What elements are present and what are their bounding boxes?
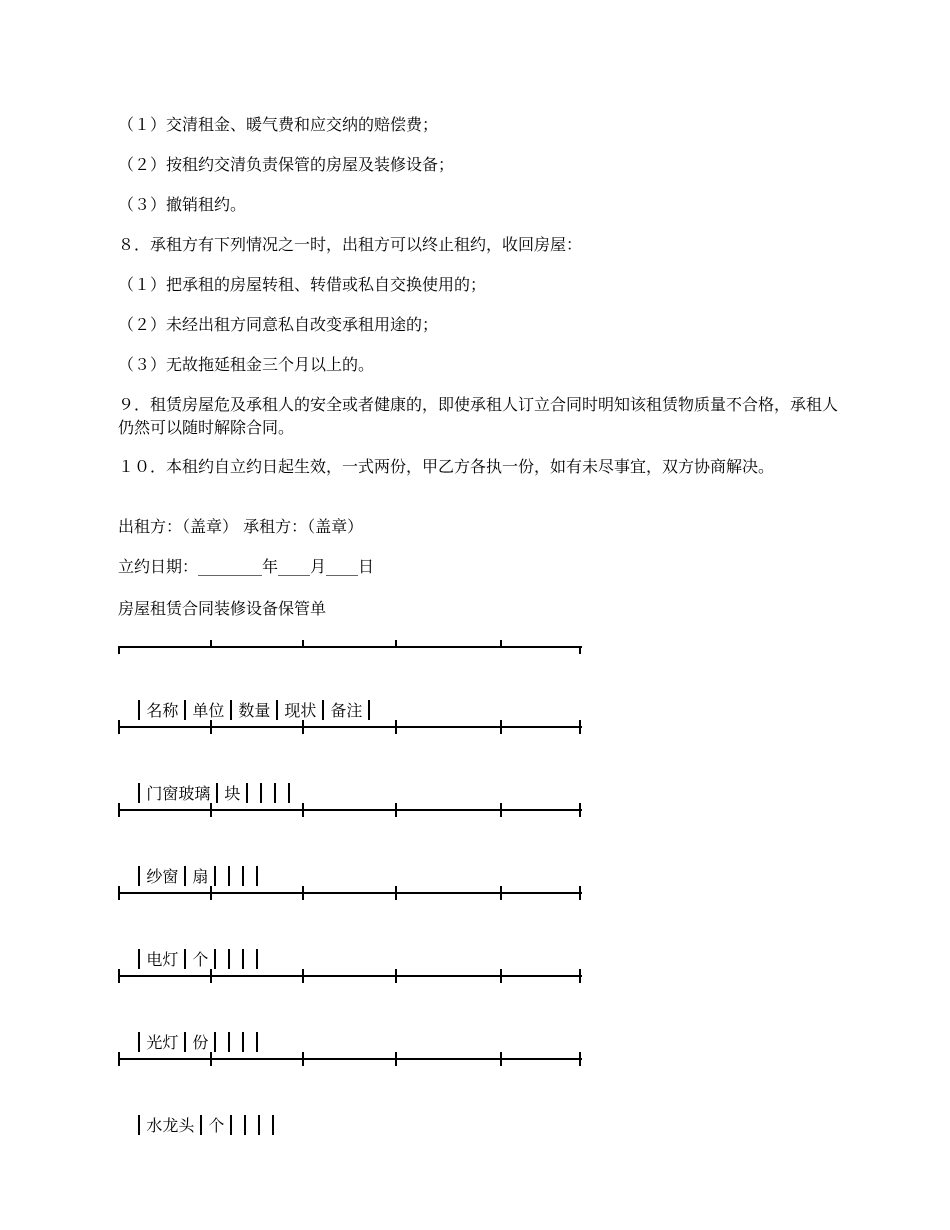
- row-unit: 块: [224, 784, 241, 803]
- row-name: 电灯: [146, 950, 179, 969]
- row-unit: 份: [192, 1033, 209, 1052]
- table-title: 房屋租赁合同装修设备保管单: [118, 599, 327, 618]
- table-row: [118, 925, 264, 994]
- table-row: [118, 842, 264, 911]
- table-divider: [118, 720, 582, 734]
- header-remarks: 备注: [330, 701, 363, 720]
- clause-item-3: （３）撤销租约。: [118, 195, 247, 214]
- row-unit: 扇: [192, 867, 209, 886]
- table-border-top: [118, 640, 582, 654]
- clause-8-item-1: （１）把承租的房屋转租、转借或私自交换使用的；: [118, 275, 487, 294]
- header-quantity: 数量: [238, 701, 271, 720]
- table-divider: [118, 803, 582, 817]
- row-unit: 个: [208, 1116, 225, 1135]
- header-condition: 现状: [284, 701, 317, 720]
- row-name: 光灯: [146, 1033, 179, 1052]
- clause-8-heading: ８．承租方有下列情况之一时，出租方可以终止租约，收回房屋：: [118, 235, 583, 254]
- row-name: 纱窗: [146, 867, 179, 886]
- clause-9: ９．租赁房屋危及承租人的安全或者健康的，即使承租人订立合同时明知该租赁物质量不合格，承租人仍然可以随时解除合同。: [118, 395, 839, 437]
- table-row: [118, 759, 296, 828]
- row-unit: 个: [192, 950, 209, 969]
- table-row: [118, 1091, 280, 1160]
- table-header-row: [118, 676, 376, 745]
- clause-8-item-2: （２）未经出租方同意私自改变承租用途的；: [118, 315, 439, 334]
- clause-8-item-3: （３）无故拖延租金三个月以上的。: [118, 355, 375, 374]
- header-unit: 单位: [192, 701, 225, 720]
- date-line: 立约日期：________年____月____日: [118, 557, 375, 576]
- signature-line: 出租方：（盖章） 承租方：（盖章）: [118, 517, 364, 536]
- header-name: 名称: [146, 701, 179, 720]
- row-name: 水龙头: [146, 1116, 195, 1135]
- clause-item-2: （２）按租约交清负责保管的房屋及装修设备；: [118, 155, 455, 174]
- clause-10: １０．本租约自立约日起生效，一式两份，甲乙方各执一份，如有未尽事宜，双方协商解决。: [118, 457, 775, 476]
- table-divider: [118, 969, 582, 983]
- table-row: [118, 1008, 264, 1077]
- table-divider: [118, 886, 582, 900]
- table-divider: [118, 1052, 582, 1066]
- row-name: 门窗玻璃: [146, 784, 211, 803]
- clause-item-1: （１）交清租金、暖气费和应交纳的赔偿费；: [118, 115, 439, 134]
